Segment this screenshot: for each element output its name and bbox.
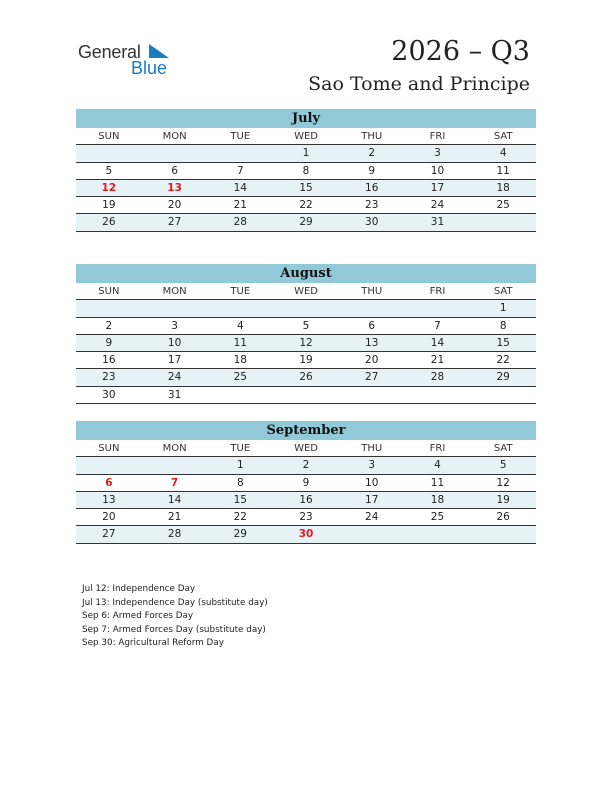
holiday-day-cell: 7	[170, 476, 179, 489]
month-header: July	[76, 109, 536, 128]
day-cell: 25	[233, 371, 247, 384]
empty-day-cell	[405, 387, 471, 403]
day-cell: 26	[102, 216, 116, 229]
day-cell: 22	[233, 511, 247, 524]
weekday-label: FRI	[429, 443, 446, 454]
day-cell: 27	[167, 216, 182, 229]
day-cell: 18	[430, 493, 445, 506]
page-title: 2026 – Q3	[391, 36, 530, 67]
empty-day-cell	[142, 300, 208, 316]
weekday-label: TUE	[230, 443, 251, 454]
empty-day-cell	[142, 145, 208, 161]
weekday-label: MON	[162, 443, 187, 454]
day-cell: 28	[167, 528, 182, 541]
empty-day-cell	[405, 526, 471, 542]
day-cell: 22	[496, 354, 510, 367]
empty-day-cell	[142, 457, 208, 473]
week-row	[76, 300, 536, 317]
day-cell: 4	[236, 319, 244, 332]
empty-day-cell	[207, 387, 273, 403]
generalblue-logo	[78, 42, 178, 78]
holiday-day-cell: 6	[105, 476, 113, 489]
weekday-row	[76, 128, 536, 145]
day-cell: 29	[496, 371, 510, 384]
week-row	[76, 335, 536, 352]
week-row	[76, 180, 536, 197]
day-cell: 3	[368, 459, 376, 472]
weekday-label: WED	[294, 443, 318, 454]
day-cell: 2	[105, 319, 113, 332]
weekday-label: THU	[361, 131, 383, 142]
day-cell: 27	[365, 371, 379, 384]
week-row	[76, 352, 536, 369]
day-cell: 14	[167, 493, 182, 506]
empty-day-cell	[339, 526, 405, 542]
holiday-note: Jul 13: Independence Day (substitute day)	[82, 597, 268, 608]
day-cell: 15	[496, 336, 510, 349]
day-cell: 9	[105, 336, 113, 349]
day-cell: 7	[434, 319, 441, 332]
empty-day-cell	[273, 387, 339, 403]
day-cell: 17	[167, 354, 182, 367]
holiday-notes	[82, 583, 268, 651]
day-cell: 20	[102, 511, 116, 524]
week-row	[76, 163, 536, 180]
day-cell: 31	[167, 388, 182, 401]
week-row	[76, 214, 536, 231]
weekday-label: SUN	[98, 131, 120, 142]
day-cell: 1	[499, 302, 507, 315]
day-cell: 19	[299, 354, 313, 367]
day-cell: 9	[368, 164, 376, 177]
weeks-container	[76, 300, 536, 404]
empty-day-cell	[207, 300, 273, 316]
logo-word-blue: Blue	[131, 58, 168, 78]
day-cell: 26	[496, 511, 510, 524]
day-cell: 9	[302, 476, 310, 489]
empty-day-cell	[470, 526, 536, 542]
week-row	[76, 492, 536, 509]
day-cell: 2	[302, 459, 310, 472]
day-cell: 8	[499, 319, 507, 332]
holiday-note: Sep 30: Agricultural Reform Day	[82, 638, 224, 649]
day-cell: 10	[430, 164, 445, 177]
day-cell: 23	[365, 199, 379, 212]
day-cell: 29	[233, 528, 247, 541]
week-row	[76, 509, 536, 526]
day-cell: 15	[233, 493, 247, 506]
day-cell: 30	[365, 216, 379, 229]
month-header: September	[76, 421, 536, 440]
day-cell: 22	[299, 199, 313, 212]
day-cell: 18	[233, 354, 247, 367]
country-subtitle: Sao Tome and Principe	[308, 73, 530, 95]
day-cell: 1	[302, 147, 310, 160]
day-cell: 18	[496, 181, 510, 194]
week-row	[76, 145, 536, 162]
day-cell: 29	[299, 216, 313, 229]
weekday-row	[76, 283, 536, 300]
day-cell: 31	[430, 216, 445, 229]
day-cell: 10	[365, 476, 379, 489]
day-cell: 4	[499, 147, 507, 160]
day-cell: 20	[365, 354, 379, 367]
weekday-label: SUN	[98, 286, 120, 297]
week-row	[76, 197, 536, 214]
month-header: August	[76, 264, 536, 283]
holiday-note: Sep 6: Armed Forces Day	[82, 611, 194, 622]
day-cell: 28	[233, 216, 247, 229]
weekday-label: MON	[162, 131, 187, 142]
day-cell: 28	[430, 371, 445, 384]
empty-day-cell	[76, 457, 142, 473]
day-cell: 5	[499, 459, 507, 472]
empty-day-cell	[405, 300, 471, 316]
weekday-label: FRI	[429, 286, 446, 297]
day-cell: 26	[299, 371, 313, 384]
day-cell: 16	[102, 354, 116, 367]
day-cell: 11	[430, 476, 445, 489]
day-cell: 25	[496, 199, 510, 212]
holiday-day-cell: 12	[101, 181, 117, 194]
empty-day-cell	[339, 387, 405, 403]
weekday-label: WED	[294, 131, 318, 142]
week-row	[76, 526, 536, 543]
week-row	[76, 387, 536, 404]
holiday-day-cell: 30	[298, 528, 314, 541]
day-cell: 8	[236, 476, 244, 489]
weeks-container	[76, 145, 536, 231]
day-cell: 10	[167, 336, 182, 349]
day-cell: 19	[496, 493, 510, 506]
day-cell: 15	[299, 181, 313, 194]
weekday-label: THU	[361, 286, 383, 297]
empty-day-cell	[207, 145, 273, 161]
day-cell: 5	[105, 164, 113, 177]
day-cell: 23	[102, 371, 116, 384]
day-cell: 2	[368, 147, 376, 160]
day-cell: 12	[299, 336, 313, 349]
day-cell: 19	[102, 199, 116, 212]
month-july	[76, 109, 536, 232]
day-cell: 3	[434, 147, 441, 160]
day-cell: 17	[430, 181, 445, 194]
empty-day-cell	[470, 387, 536, 403]
empty-day-cell	[339, 300, 405, 316]
weekday-label: THU	[361, 443, 383, 454]
day-cell: 12	[496, 476, 510, 489]
day-cell: 24	[365, 511, 379, 524]
day-cell: 13	[102, 493, 116, 506]
day-cell: 25	[430, 511, 445, 524]
weeks-container	[76, 457, 536, 543]
weekday-row	[76, 440, 536, 457]
week-row	[76, 369, 536, 386]
day-cell: 3	[171, 319, 178, 332]
empty-day-cell	[76, 145, 142, 161]
day-cell: 5	[302, 319, 310, 332]
day-cell: 14	[233, 181, 247, 194]
day-cell: 21	[233, 199, 247, 212]
day-cell: 30	[102, 388, 116, 401]
day-cell: 17	[365, 493, 379, 506]
month-august	[76, 264, 536, 404]
week-row	[76, 457, 536, 474]
day-cell: 11	[233, 336, 247, 349]
week-row	[76, 475, 536, 492]
week-row	[76, 318, 536, 335]
weekday-label: SAT	[493, 443, 513, 454]
day-cell: 24	[167, 371, 182, 384]
day-cell: 8	[302, 164, 310, 177]
day-cell: 23	[299, 511, 313, 524]
day-cell: 21	[430, 354, 445, 367]
day-cell: 21	[167, 511, 182, 524]
logo-word-general: General	[78, 42, 141, 62]
day-cell: 7	[236, 164, 244, 177]
empty-day-cell	[76, 300, 142, 316]
weekday-label: TUE	[230, 286, 251, 297]
day-cell: 16	[299, 493, 313, 506]
weekday-label: SAT	[493, 131, 513, 142]
empty-day-cell	[273, 300, 339, 316]
holiday-day-cell: 13	[167, 181, 182, 194]
empty-day-cell	[470, 214, 536, 230]
day-cell: 13	[365, 336, 379, 349]
holiday-note: Jul 12: Independence Day	[82, 584, 196, 594]
day-cell: 11	[496, 164, 510, 177]
weekday-label: SUN	[98, 443, 120, 454]
weekday-label: FRI	[429, 131, 446, 142]
day-cell: 6	[171, 164, 178, 177]
month-september	[76, 421, 536, 544]
weekday-label: SAT	[493, 286, 513, 297]
weekday-label: MON	[162, 286, 187, 297]
day-cell: 14	[430, 336, 445, 349]
day-cell: 24	[430, 199, 445, 212]
holiday-note: Sep 7: Armed Forces Day (substitute day)	[82, 624, 266, 635]
weekday-label: WED	[294, 286, 318, 297]
day-cell: 16	[365, 181, 379, 194]
weekday-label: TUE	[230, 131, 251, 142]
day-cell: 4	[434, 459, 441, 472]
day-cell: 6	[368, 319, 376, 332]
day-cell: 27	[102, 528, 116, 541]
day-cell: 1	[236, 459, 244, 472]
day-cell: 20	[167, 199, 182, 212]
